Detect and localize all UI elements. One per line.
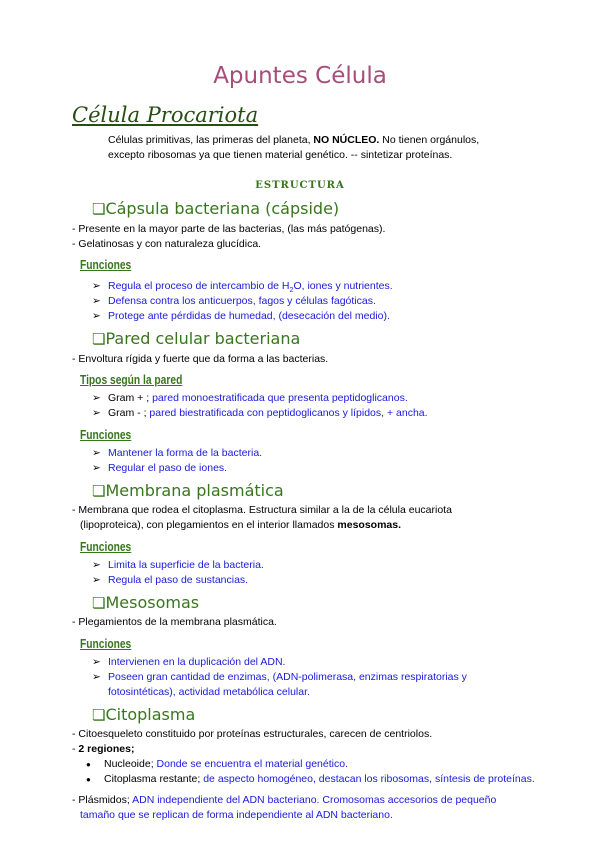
funcion-text: Regula el proceso de intercambio de H: [108, 280, 290, 292]
intro-emphasis: NO NÚCLEO.: [313, 134, 380, 146]
funcion-text: Intervienen en la duplicación del ADN.: [108, 656, 286, 668]
bullet-icon: ●: [86, 760, 91, 769]
membrana-funcion-item: [92, 559, 264, 571]
arrow-icon: ➢: [92, 295, 101, 307]
intro-text: No tienen orgánulos,: [379, 134, 480, 146]
arrow-icon: ➢: [92, 392, 101, 404]
mesosomas-line: - Plegamientos de la membrana plasmática.: [72, 616, 277, 628]
pared-funcion-item: [92, 462, 227, 474]
pared-heading-text: Pared celular bacteriana: [105, 329, 301, 348]
checkbox-icon: ❏: [92, 706, 106, 724]
intro-paragraph: [108, 133, 528, 163]
pared-funcion-item: [92, 447, 262, 459]
capsula-heading-text: Cápsula bacteriana (cápside): [105, 199, 340, 218]
bullet-icon: ●: [86, 775, 91, 784]
capsula-funciones-label: Funciones: [80, 258, 132, 272]
plasmidos-desc: ADN independiente del ADN bacteriano. Cromosomas accesorios de pequeño: [132, 794, 497, 806]
pared-tipo-item: [92, 407, 428, 419]
checkbox-icon: ❏: [92, 482, 106, 500]
plasmidos-line: [72, 794, 496, 806]
tipo-desc: pared biestratificada con peptidoglicanos y lípidos, + ancha.: [149, 407, 428, 419]
mesosomas-heading: [92, 593, 199, 612]
capsula-line: - Presente en la mayor parte de las bacterias, (las más patógenas).: [72, 223, 386, 235]
pared-tipo-item: [92, 392, 408, 404]
funcion-text: O, iones y nutrientes.: [293, 280, 393, 292]
membrana-funciones-label: Funciones: [80, 540, 132, 554]
citoplasma-region-item: [86, 773, 535, 785]
funcion-text: Poseen gran cantidad de enzimas, (ADN-polimerasa, enzimas respiratorias y: [108, 671, 467, 683]
checkbox-icon: ❏: [92, 330, 106, 348]
membrana-funcion-item: [92, 574, 248, 586]
arrow-icon: ➢: [92, 407, 101, 419]
mesosomas-funcion-item: [92, 656, 285, 668]
funcion-text: Mantener la forma de la bacteria.: [108, 447, 263, 459]
citoplasma-line: - Citoesqueleto constituido por proteínas estructurales, carecen de centriolos.: [72, 728, 433, 740]
arrow-icon: ➢: [92, 671, 101, 683]
checkbox-icon: ❏: [92, 200, 106, 218]
tipo-desc: pared monoestratificada que presenta peptidoglicanos.: [152, 392, 408, 404]
capsula-funcion-item: [92, 295, 376, 307]
capsula-funcion-item: [92, 310, 390, 322]
plasmidos-line-cont: [80, 809, 393, 821]
membrana-heading-text: Membrana plasmática: [105, 481, 284, 500]
capsula-heading: [92, 199, 339, 218]
funcion-text: Regular el paso de iones.: [108, 462, 228, 474]
citoplasma-heading: [92, 705, 195, 724]
arrow-icon: ➢: [92, 447, 101, 459]
plasmidos-desc: tamaño que se replican de forma independiente al ADN bacteriano.: [80, 809, 393, 821]
funcion-text: Regula el paso de sustancias.: [108, 574, 249, 586]
region-name: Nucleoide;: [104, 758, 157, 770]
membrana-heading: [92, 481, 284, 500]
arrow-icon: ➢: [92, 559, 101, 571]
arrow-icon: ➢: [92, 656, 101, 668]
funcion-text: Defensa contra los anticuerpos, fagos y células fagóticas.: [108, 295, 376, 307]
pared-heading: [92, 329, 300, 348]
tipo-name: Gram + ;: [108, 392, 153, 404]
capsula-funcion-item: [92, 280, 393, 294]
arrow-icon: ➢: [92, 280, 101, 292]
region-desc: de aspecto homogéneo, destacan los ribosomas, síntesis de proteínas.: [203, 773, 535, 785]
region-desc: Donde se encuentra el material genético.: [156, 758, 348, 770]
citoplasma-region-item: [86, 758, 348, 770]
membrana-text: (lipoproteica), con plegamientos en el interior llamados: [80, 519, 338, 531]
pared-line: - Envoltura rígida y fuerte que da forma a las bacterias.: [72, 353, 329, 365]
checkbox-icon: ❏: [92, 594, 106, 612]
plasmidos-label: - Plásmidos;: [72, 794, 133, 806]
citoplasma-text: -: [72, 743, 79, 755]
funcion-text: Limita la superficie de la bacteria.: [108, 559, 264, 571]
intro-text: Células primitivas, las primeras del planeta,: [108, 134, 314, 146]
region-name: Citoplasma restante;: [104, 773, 204, 785]
arrow-icon: ➢: [92, 574, 101, 586]
membrana-line: [80, 519, 401, 531]
pared-funciones-label: Funciones: [80, 428, 132, 442]
arrow-icon: ➢: [92, 310, 101, 322]
citoplasma-emphasis: 2 regiones;: [78, 743, 135, 755]
membrana-emphasis: mesosomas.: [337, 519, 402, 531]
tipo-name: Gram - ;: [108, 407, 150, 419]
mesosomas-funcion-cont: [108, 686, 310, 698]
pared-tipos-label: Tipos según la pared: [80, 373, 183, 387]
funcion-text: Protege ante pérdidas de humedad, (desecación del medio).: [108, 310, 390, 322]
document-title: Apuntes Célula: [213, 63, 387, 89]
estructura-heading: ESTRUCTURA: [255, 180, 345, 191]
mesosomas-heading-text: Mesosomas: [105, 593, 200, 612]
citoplasma-line: [72, 743, 134, 755]
mesosomas-funcion-item: [92, 671, 467, 683]
membrana-line: - Membrana que rodea el citoplasma. Estructura similar a la de la célula eucariota: [72, 504, 452, 516]
citoplasma-heading-text: Citoplasma: [105, 705, 196, 724]
funcion-text: fotosintéticas), actividad metabólica celular.: [108, 686, 310, 698]
section-title: Célula Procariota: [72, 103, 259, 127]
capsula-line: - Gelatinosas y con naturaleza glucídica.: [72, 238, 262, 250]
intro-text: excepto ribosomas ya que tienen material genético. -- sintetizar proteínas.: [108, 149, 453, 161]
mesosomas-funciones-label: Funciones: [80, 637, 132, 651]
arrow-icon: ➢: [92, 462, 101, 474]
funcion-subscript: 2: [289, 287, 294, 295]
